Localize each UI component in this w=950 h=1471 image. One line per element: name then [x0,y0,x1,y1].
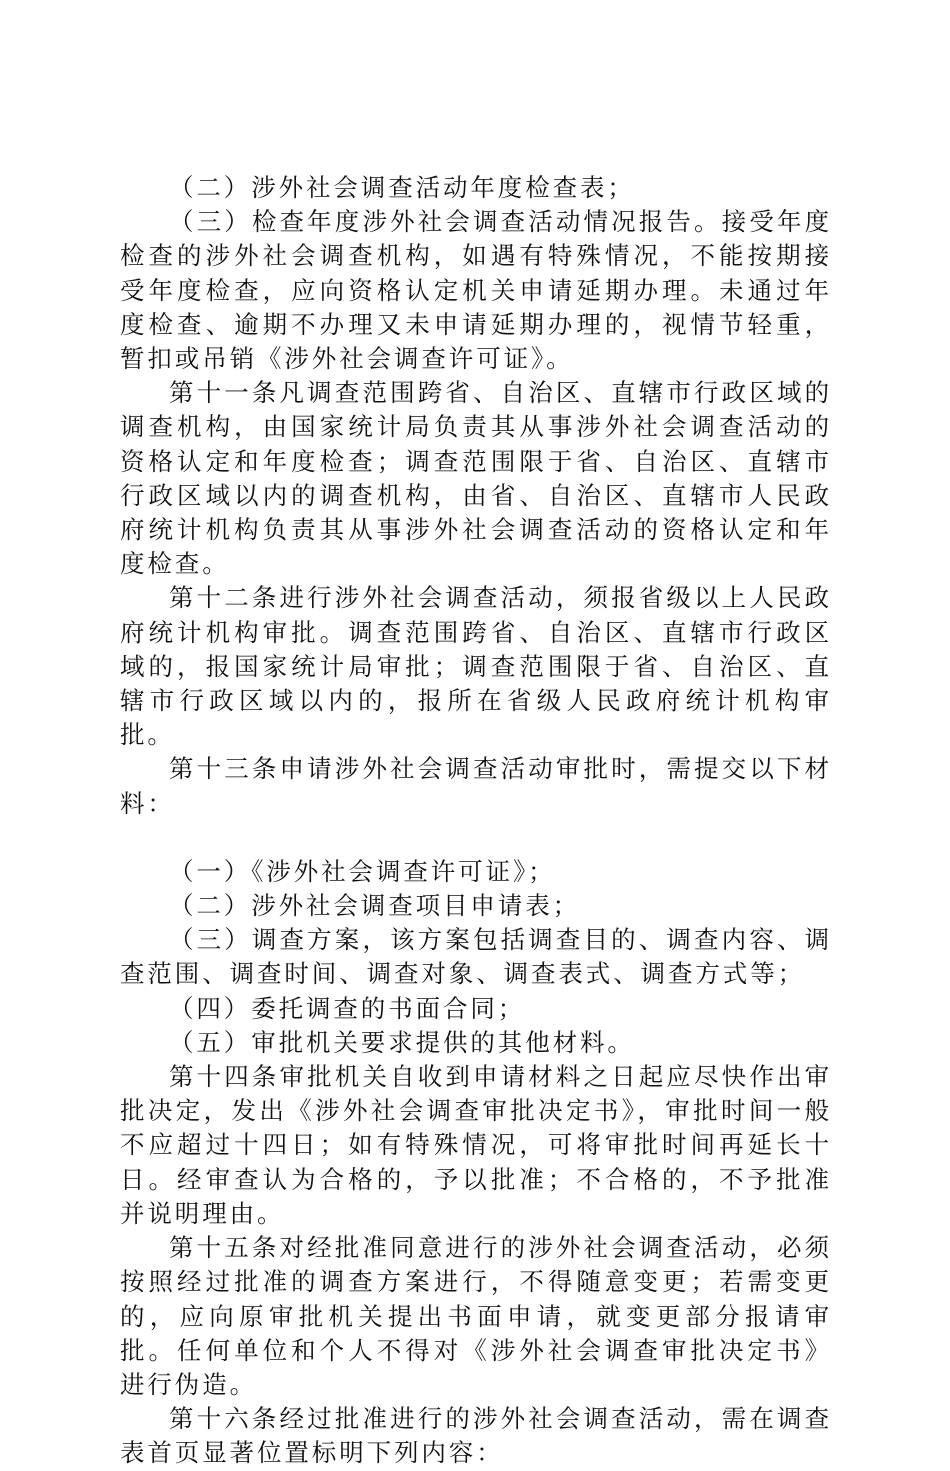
paragraph-article-13: 第十三条申请涉外社会调查活动审批时，需提交以下材料： [120,754,832,818]
paragraph-article-16: 第十六条经过批准进行的涉外社会调查活动，需在调查表首页显著位置标明下列内容： [120,1404,832,1468]
paragraph-article-12: 第十二条进行涉外社会调查活动，须报省级以上人民政府统计机构审批。调查范围跨省、自治区、直辖市行政区域的，报国家统计局审批；调查范围限于省、自治区、直辖市行政区域以内的，报所在省级人民政府统计机构审批。 [120,583,832,750]
paragraph-item-4-contract: （四）委托调查的书面合同； [169,993,526,1023]
document-body [120,171,832,1471]
paragraph-article-14: 第十四条审批机关自收到申请材料之日起应尽快作出审批决定，发出《涉外社会调查审批决定书》，审批时间一般不应超过十四日；如有特殊情况，可将审批时间再延长十日。经审查认为合格的，予以批准；不合格的，不予批准并说明理由。 [120,1062,832,1228]
paragraph-item-1-license: （一）《涉外社会调查许可证》； [169,856,556,886]
paragraph-item-3-plan: （三）调查方案，该方案包括调查目的、调查内容、调查范围、调查时间、调查对象、调查表式、调查方式等； [120,925,832,989]
paragraph-item-5-other: （五）审批机关要求提供的其他材料。 [169,1027,635,1057]
paragraph-article-15: 第十五条对经批准同意进行的涉外社会调查活动，必须按照经过批准的调查方案进行，不得随意变更；若需变更的，应向原审批机关提出书面申请，就变更部分报请审批。任何单位和个人不得对《涉外社会调查审批决定书》进行伪造。 [120,1233,832,1399]
paragraph-article-11: 第十一条凡调查范围跨省、自治区、直辖市行政区域的调查机构，由国家统计局负责其从事涉外社会调查活动的资格认定和年度检查；调查范围限于省、自治区、直辖市行政区域以内的调查机构，由省、自治区、直辖市人民政府统计机构负责其从事涉外社会调查活动的资格认定和年度检查。 [120,378,832,579]
paragraph-item-3-report: （三）检查年度涉外社会调查活动情况报告。接受年度检查的涉外社会调查机构，如遇有特殊情况，不能按期接受年度检查，应向资格认定机关申请延期办理。未通过年度检查、逾期不办理又未申请延期办理的，视情节轻重，暂扣或吊销《涉外社会调查许可证》。 [120,207,832,374]
paragraph-item-2-form: （二）涉外社会调查活动年度检查表； [169,173,635,202]
paragraph-item-2-application: （二）涉外社会调查项目申请表； [169,891,580,921]
